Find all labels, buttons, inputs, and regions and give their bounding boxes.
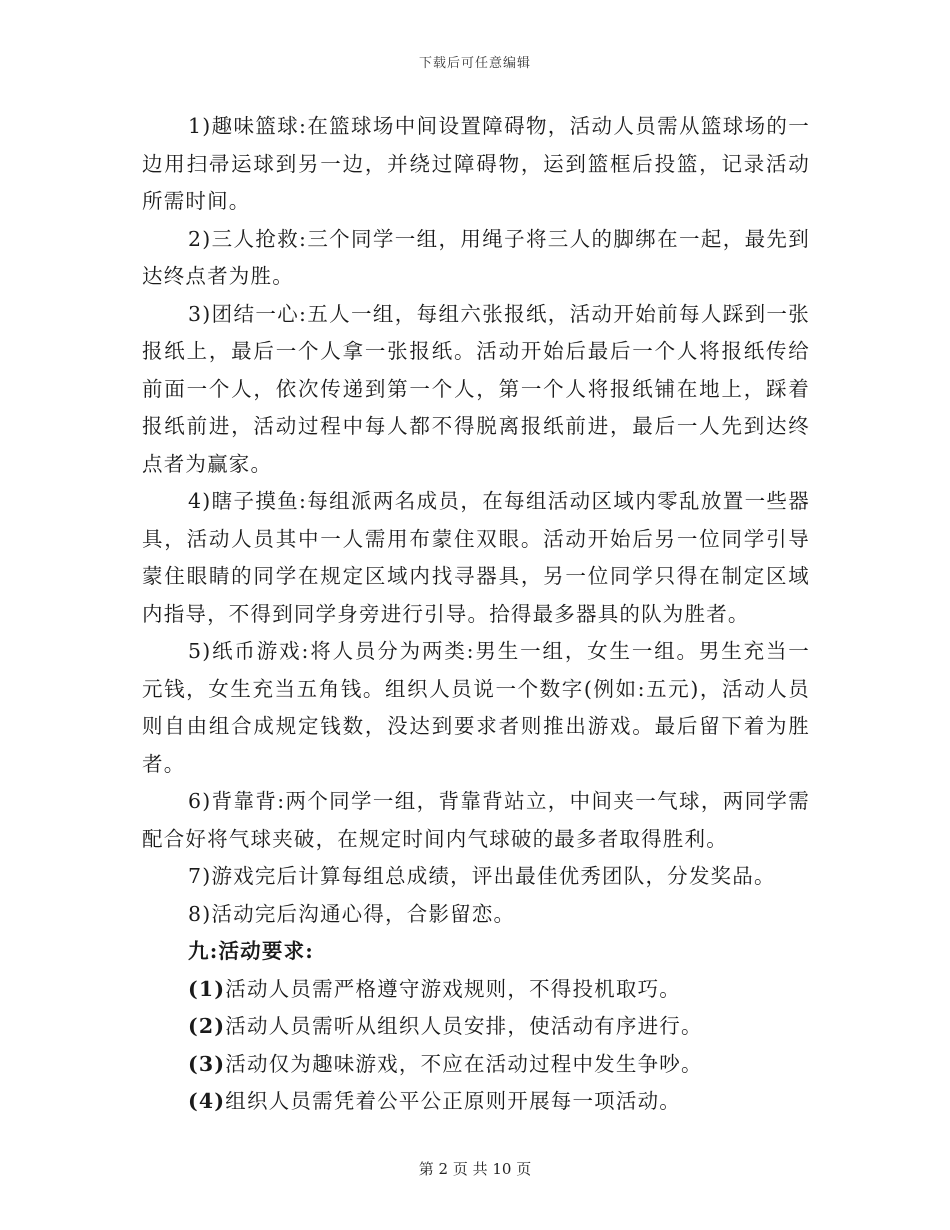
requirement-item-2 [142,1008,810,1046]
requirement-item-3 [142,1046,810,1084]
activity-item-1: 1)趣味篮球:在篮球场中间设置障碍物，活动人员需从篮球场的一边用扫帚运球到另一边，并绕过障碍物，运到篮框后投篮，记录活动所需时间。 [142,114,810,213]
requirement-number: (3) [188,1051,226,1076]
requirement-number: (2) [188,1014,226,1038]
activity-item-4: 4)瞎子摸鱼:每组派两名成员，在每组活动区域内零乱放置一些器具，活动人员其中一人需用布蒙住双眼。活动开始后另一位同学引导蒙住眼睛的同学在规定区域内找寻器具，另一位同学只得在制定区域内指导，不得到同学身旁进行引导。拾得最多器具的队为胜者。 [142,489,810,626]
section-title: 九:活动要求: [188,939,315,963]
activity-item-2: 2)三人抢救:三个同学一组，用绳子将三人的脚绑在一起，最先到达终点者为胜。 [142,226,810,288]
activity-item-3: 3)团结一心:五人一组，每组六张报纸，活动开始前每人踩到一张报纸上，最后一个人拿一张报纸。活动开始后最后一个人将报纸传给前面一个人，依次传递到第一个人，第一个人将报纸铺在地上，踩着报纸前进，活动过程中每人都不得脱离报纸前进，最后一人先到达终点者为赢家。 [142,301,810,476]
activity-item-8: 8)活动完后沟通心得，合影留恋。 [188,901,516,926]
activity-item-7: 7)游戏完后计算每组总成绩，评出最佳优秀团队，分发奖品。 [188,864,776,888]
requirement-text: 活动人员需听从组织人员安排，使活动有序进行。 [225,1014,703,1038]
requirement-number: (4) [188,1089,226,1113]
requirement-item-1 [142,971,810,1009]
requirement-text: 活动人员需严格遵守游戏规则，不得投机取巧。 [225,976,681,1001]
requirement-item-4 [142,1083,810,1121]
page-footer: 第 2 页 共 10 页 [418,1160,532,1178]
activity-item-6: 6)背靠背:两个同学一组，背靠背站立，中间夹一气球，两同学需配合好将气球夹破，在规定时间内气球破的最多者取得胜利。 [142,789,810,851]
activity-item-5: 5)纸币游戏:将人员分为两类:男生一组，女生一组。男生充当一元钱，女生充当五角钱。组织人员说一个数字(例如:五元)，活动人员则自由组合成规定钱数，没达到要求者则推出游戏。最后留下着为胜者。 [142,639,810,776]
requirement-number: (1) [188,976,226,1001]
requirement-text: 活动仅为趣味游戏，不应在活动过程中发生争吵。 [225,1051,703,1076]
requirement-text: 组织人员需凭着公平公正原则开展每一项活动。 [225,1089,681,1113]
document-body [142,108,810,1121]
page-header: 下载后可任意编辑 [418,56,531,71]
